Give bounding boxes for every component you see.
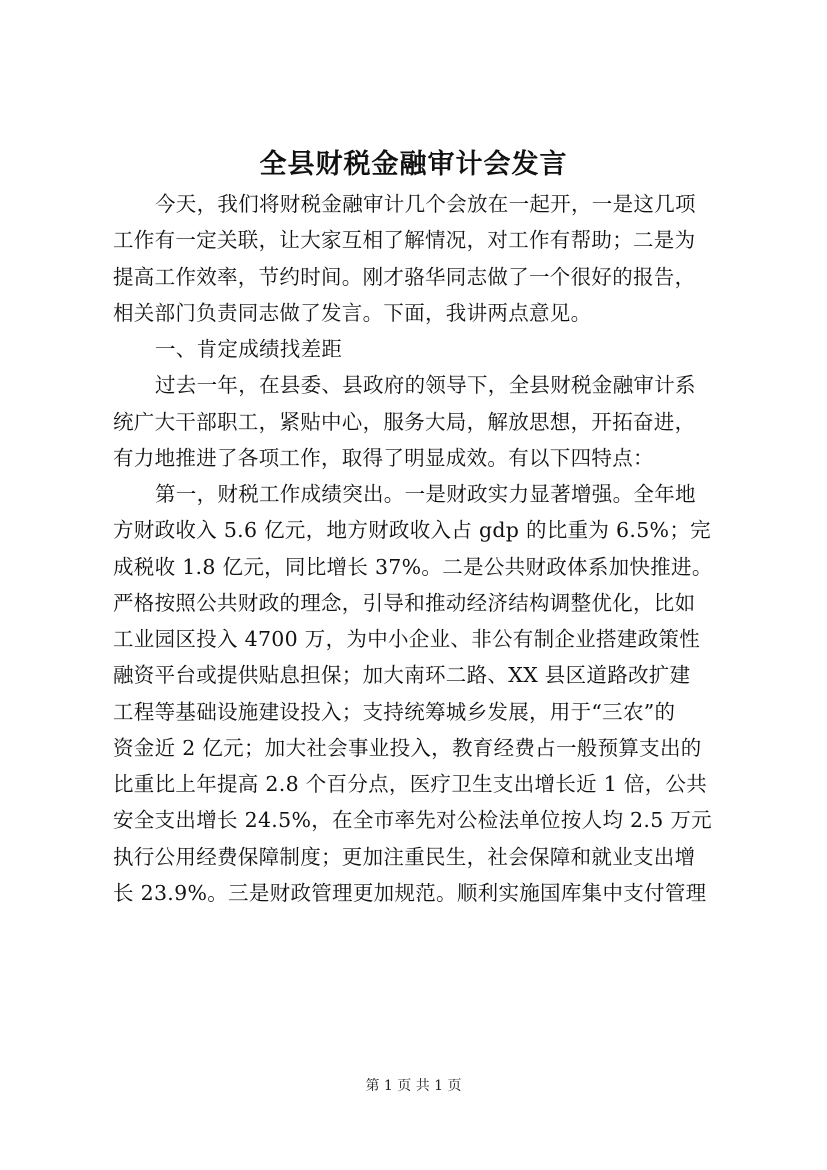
text-line: 工作有一定关联，让大家互相了解情况，对工作有帮助；二是为: [113, 228, 696, 253]
text-line: 过去一年，在县委、县政府的领导下，全县财税金融审计系: [155, 373, 696, 398]
text-line: 有力地推进了各项工作，取得了明显成效。有以下四特点：: [113, 445, 654, 470]
page-footer: 第 1 页 共 1 页: [365, 1078, 462, 1094]
document-title: 全县财税金融审计会发言: [259, 149, 568, 180]
text-line: 成税收 1.8 亿元，同比增长 37%。二是公共财政体系加快推进。: [113, 554, 713, 579]
text-line: 融资平台或提供贴息担保；加大南环二路、XX 县区道路改扩建: [113, 663, 691, 688]
text-line: 资金近 2 亿元；加大社会事业投入，教育经费占一般预算支出的: [113, 735, 702, 760]
text-line: 执行公用经费保障制度；更加注重民生，社会保障和就业支出增: [113, 844, 696, 869]
text-line: 第一，财税工作成绩突出。一是财政实力显著增强。全年地: [155, 482, 696, 506]
text-line: 安全支出增长 24.5%，在全市率先对公检法单位按人均 2.5 万元: [113, 808, 712, 833]
document-body: [113, 186, 733, 911]
text-line: 提高工作效率，节约时间。刚才骆华同志做了一个很好的报告，: [113, 264, 696, 289]
text-line: 工程等基础设施建设投入；支持统筹城乡发展，用于“三农”的: [113, 699, 676, 724]
text-line: 长 23.9%。三是财政管理更加规范。顺利实施国库集中支付管理: [113, 880, 707, 905]
text-line: 统广大干部职工，紧贴中心，服务大局，解放思想，开拓奋进，: [113, 409, 696, 434]
text-line: 工业园区投入 4700 万，为中小企业、非公有制企业搭建政策性: [113, 627, 701, 651]
section-heading: 一、肯定成绩找差距: [155, 337, 343, 361]
text-line: 严格按照公共财政的理念，引导和推动经济结构调整优化，比如: [113, 590, 696, 615]
text-line: 方财政收入 5.6 亿元，地方财政收入占 gdp 的比重为 6.5%；完: [113, 518, 711, 543]
text-line: 相关部门负责同志做了发言。下面，我讲两点意见。: [113, 300, 592, 325]
text-line: 今天，我们将财税金融审计几个会放在一起开，一是这几项: [155, 192, 696, 216]
text-line: 比重比上年提高 2.8 个百分点，医疗卫生支出增长近 1 倍，公共: [113, 772, 708, 796]
